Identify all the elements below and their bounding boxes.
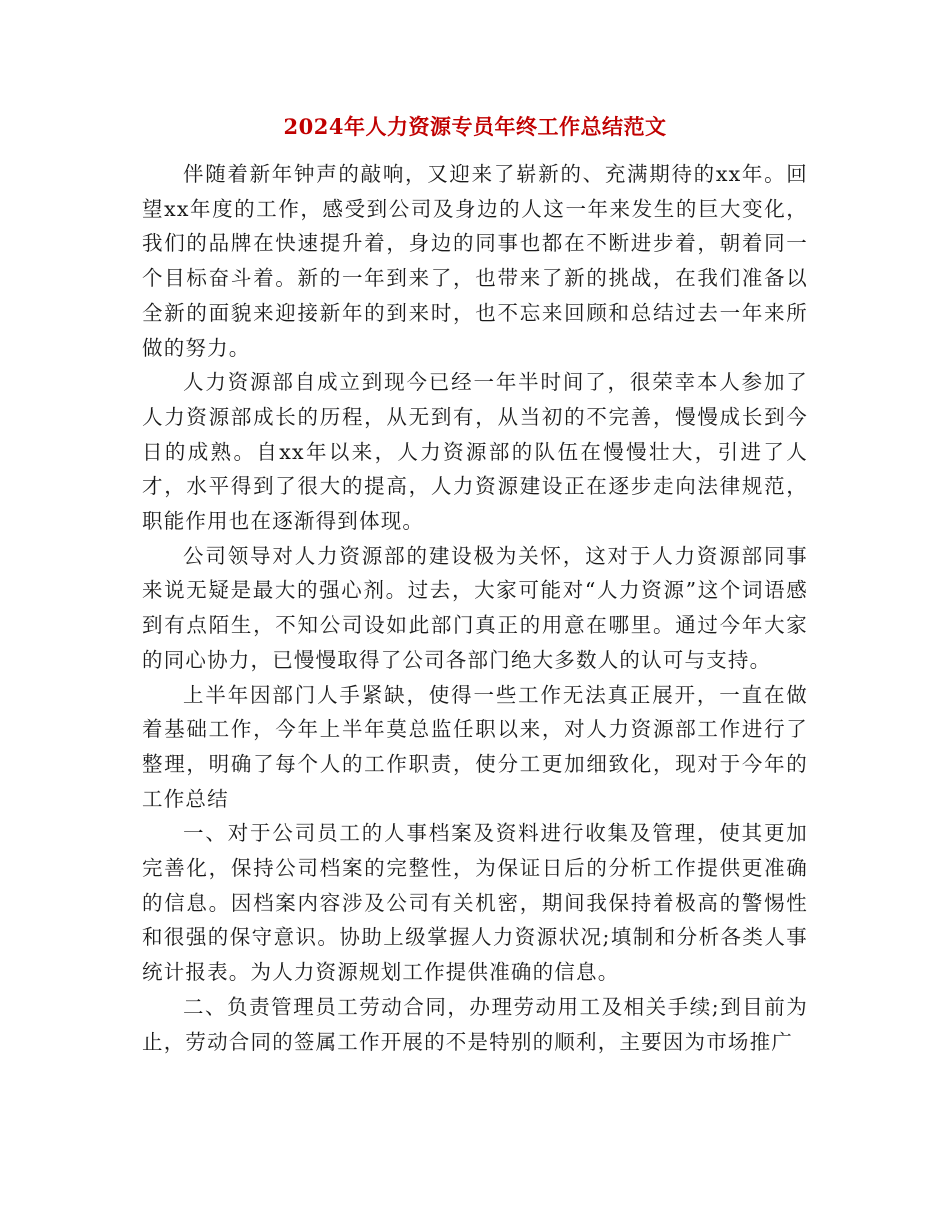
paragraph-item-two: 二、负责管理员工劳动合同，办理劳动用工及相关手续;到目前为止，劳动合同的签属工作开展的不是特别的顺利，主要因为市场推广 [142, 994, 808, 1054]
document-body [142, 157, 808, 1059]
paragraph-department-history: 人力资源部自成立到现今已经一年半时间了，很荣幸本人参加了人力资源部成长的历程，从无到有，从当初的不完善，慢慢成长到今日的成熟。自xx年以来，人力资源部的队伍在慢慢壮大，引进了人才，水平得到了很大的提高，人力资源建设正在逐步走向法律规范，职能作用也在逐渐得到体现。 [142, 370, 808, 534]
paragraph-intro: 伴随着新年钟声的敲响，又迎来了崭新的、充满期待的xx年。回望xx年度的工作，感受到公司及身边的人这一年来发生的巨大变化，我们的品牌在快速提升着，身边的同事也都在不断进步着，朝着同一个目标奋斗着。新的一年到来了，也带来了新的挑战，在我们准备以全新的面貌来迎接新年的到来时，也不忘来回顾和总结过去一年来所做的努力。 [142, 162, 808, 360]
paragraph-item-one: 一、对于公司员工的人事档案及资料进行收集及管理，使其更加完善化，保持公司档案的完整性，为保证日后的分析工作提供更准确的信息。因档案内容涉及公司有关机密，期间我保持着极高的警惕性和很强的保守意识。协助上级掌握人力资源状况;填制和分析各类人事统计报表。为人力资源规划工作提供准确的信息。 [142, 821, 808, 985]
paragraph-first-half-year: 上半年因部门人手紧缺，使得一些工作无法真正展开，一直在做着基础工作，今年上半年莫总监任职以来，对人力资源部工作进行了整理，明确了每个人的工作职责，使分工更加细致化，现对于今年的工作总结 [142, 682, 808, 811]
paragraph-leadership-support: 公司领导对人力资源部的建设极为关怀，这对于人力资源部同事来说无疑是最大的强心剂。过去，大家可能对“人力资源”这个词语感到有点陌生，不知公司设如此部门真正的用意在哪里。通过今年大家的同心协力，已慢慢取得了公司各部门绝大多数人的认可与支持。 [142, 543, 808, 672]
document-title: 2024年人力资源专员年终工作总结范文 [283, 114, 667, 139]
